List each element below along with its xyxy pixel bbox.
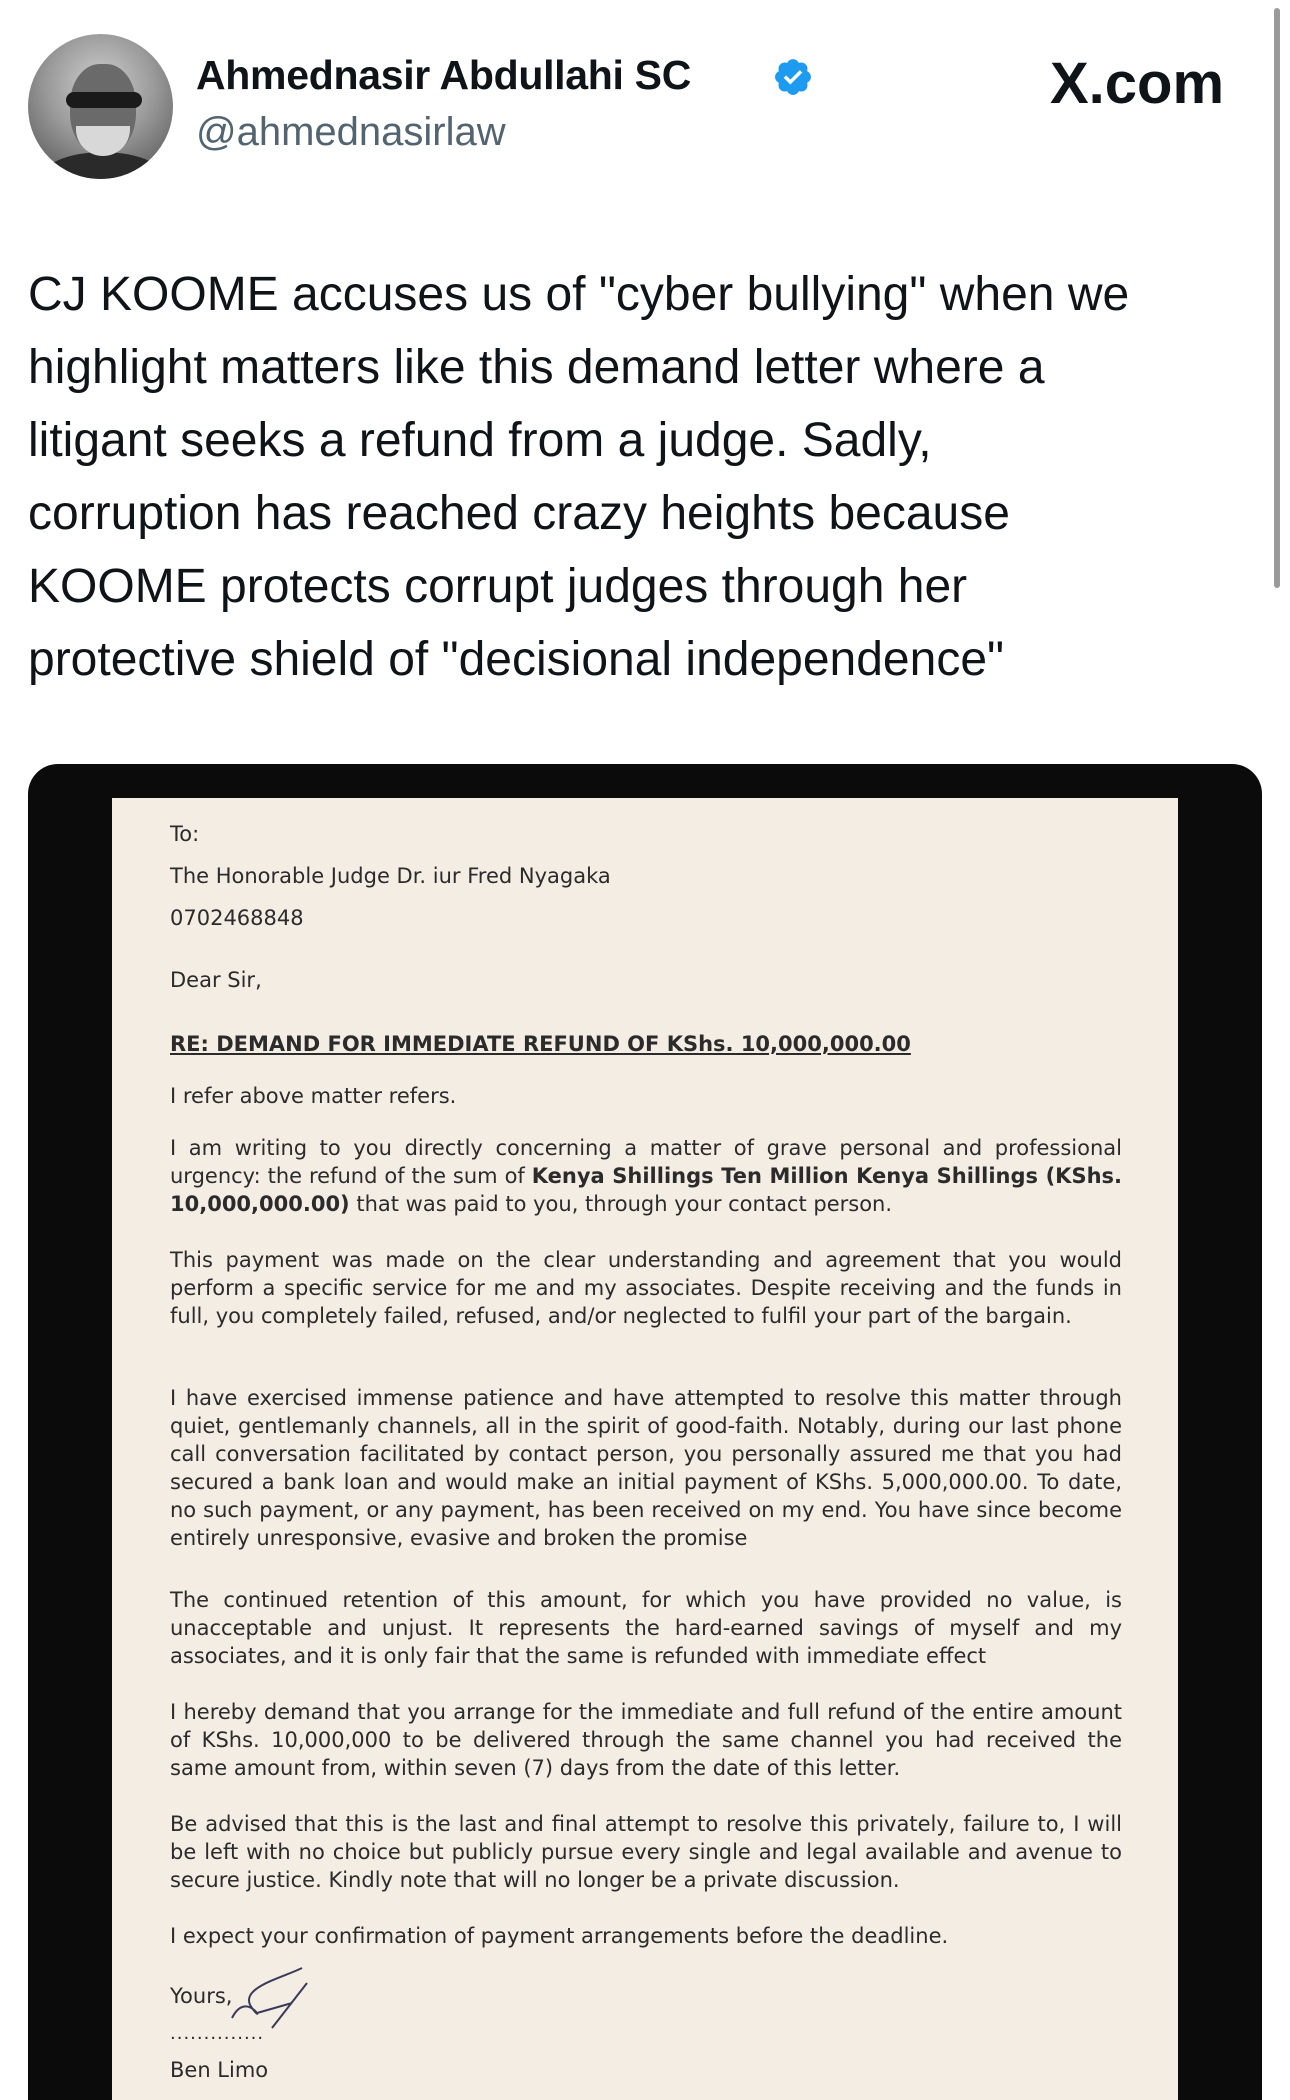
letter-document <box>112 798 1178 2100</box>
author-handle[interactable]: @ahmednasirlaw <box>196 110 506 154</box>
letter-paragraph: I have exercised immense patience and have attempted to resolve this matter through quiet, gentlemanly channels, all in the spirit of good-faith. Notably, during our last phone call conversation facilitated by contact person, you personally assured me that you had secured a bank loan and would make an initial payment of KShs. 5,000,000.00. To date, no such payment, or any payment, has been received on my end. You have since become entirely unresponsive, evasive and broken the promise <box>170 1386 1122 1550</box>
signer-name: Ben Limo <box>170 2058 269 2082</box>
tweet-media[interactable] <box>28 764 1262 2100</box>
letter-paragraph <box>170 1134 1122 1218</box>
letter-amount: Kenya Shillings Ten Million Kenya Shillings (KShs. 10,000,000.00) <box>170 1164 1122 1216</box>
letter-recipient: The Honorable Judge Dr. iur Fred Nyagaka <box>170 864 611 888</box>
verified-badge-icon <box>772 56 814 98</box>
letter-text: I am writing to you directly concerning a matter of grave personal and professional urgency: the refund of the sum of <box>170 1136 1122 1188</box>
letter-paragraph: I expect your confirmation of payment arrangements before the deadline. <box>170 1924 949 1948</box>
avatar-beard <box>76 126 130 156</box>
signature-line: .............. <box>170 2023 265 2044</box>
tweet-text: CJ KOOME accuses us of "cyber bullying" when we highlight matters like this demand letter where a litigant seeks a refund from a judge. Sadly, corruption has reached crazy heights because KOOME protects corrupt judges through her protective shield of "decisional independence" <box>28 268 1130 686</box>
avatar[interactable] <box>28 34 173 179</box>
letter-text: that was paid to you, through your contact person. <box>349 1192 893 1216</box>
letter-paragraph: I refer above matter refers. <box>170 1084 457 1108</box>
author-name[interactable]: Ahmednasir Abdullahi SC <box>196 52 692 98</box>
letter-closing: Yours, <box>170 1984 233 2008</box>
letter-subject: RE: DEMAND FOR IMMEDIATE REFUND OF KShs. 10,000,000.00 <box>170 1032 911 1056</box>
avatar-glasses <box>66 92 142 108</box>
brand-logo: X.com <box>1050 51 1225 116</box>
letter-phone: 0702468848 <box>170 906 304 930</box>
letter-salutation: Dear Sir, <box>170 968 262 992</box>
letter-paragraph: I hereby demand that you arrange for the immediate and full refund of the entire amount of KShs. 10,000,000 to be delivered through the same channel you had received the same amount from, within seven (7) days from the date of this letter. <box>170 1700 1122 1780</box>
letter-paragraph: The continued retention of this amount, for which you have provided no value, is unacceptable and unjust. It represents the hard-earned savings of myself and my associates, and it is only fair that the same is refunded with immediate effect <box>170 1588 1122 1668</box>
letter-paragraph: This payment was made on the clear understanding and agreement that you would perform a specific service for me and my associates. Despite receiving and the funds in full, you completely failed, refused, and/or neglected to fulfil your part of the bargain. <box>170 1248 1122 1328</box>
letter-to-label: To: <box>170 822 200 846</box>
tweet-header <box>28 34 1228 184</box>
scrollbar[interactable] <box>1274 8 1280 588</box>
letter-paragraph: Be advised that this is the last and final attempt to resolve this privately, failure to, I will be left with no choice but publicly pursue every single and legal available and avenue to secure justice. Kindly note that will no longer be a private discussion. <box>170 1812 1122 1892</box>
avatar-shoulder <box>38 152 168 179</box>
